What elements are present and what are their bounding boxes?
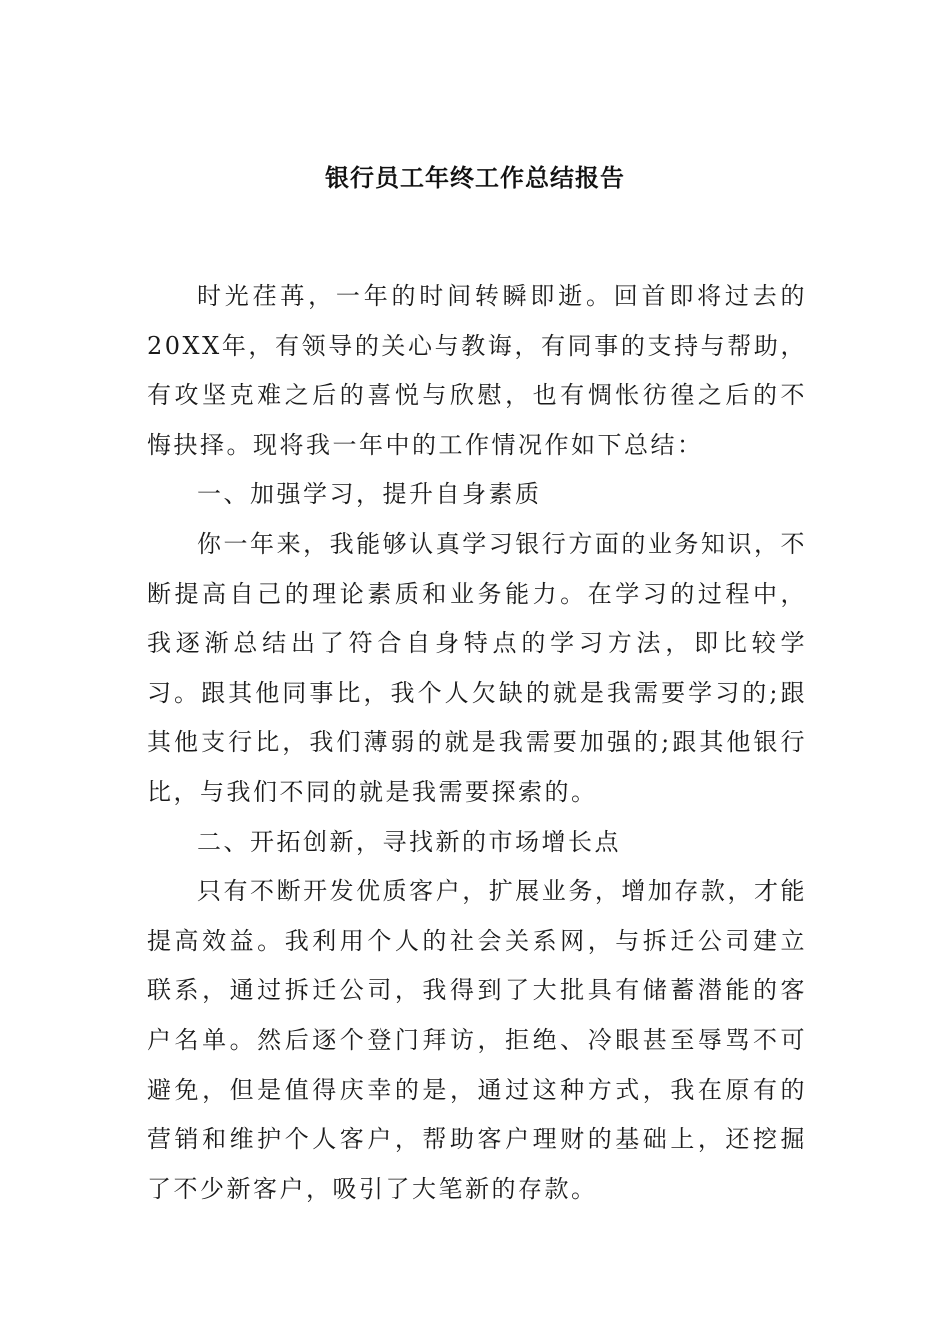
section-heading-2: 二、开拓创新，寻找新的市场增长点: [197, 827, 621, 856]
document-body: [147, 272, 807, 1214]
document-title: 银行员工年终工作总结报告: [325, 163, 625, 192]
paragraph-study: 你一年来，我能够认真学习银行方面的业务知识，不断提高自己的理论素质和业务能力。在学习的过程中，我逐渐总结出了符合自身特点的学习方法，即比较学习。跟其他同事比，我个人欠缺的就是我需要学习的;跟其他支行比，我们薄弱的就是我需要加强的;跟其他银行比，与我们不同的就是我需要探索的。: [147, 529, 807, 806]
paragraph-intro: 时光荏苒，一年的时间转瞬即逝。回首即将过去的20XX年，有领导的关心与教诲，有同事的支持与帮助，有攻坚克难之后的喜悦与欣慰，也有惆怅彷徨之后的不悔抉择。现将我一年中的工作情况作如下总结：: [147, 282, 807, 459]
paragraph-innovation: 只有不断开发优质客户，扩展业务，增加存款，才能提高效益。我利用个人的社会关系网，与拆迁公司建立联系，通过拆迁公司，我得到了大批具有储蓄潜能的客户名单。然后逐个登门拜访，拒绝、冷眼甚至辱骂不可避免，但是值得庆幸的是，通过这种方式，我在原有的营销和维护个人客户，帮助客户理财的基础上，还挖掘了不少新客户，吸引了大笔新的存款。: [147, 877, 807, 1203]
section-heading-1: 一、加强学习，提升自身素质: [197, 480, 542, 509]
